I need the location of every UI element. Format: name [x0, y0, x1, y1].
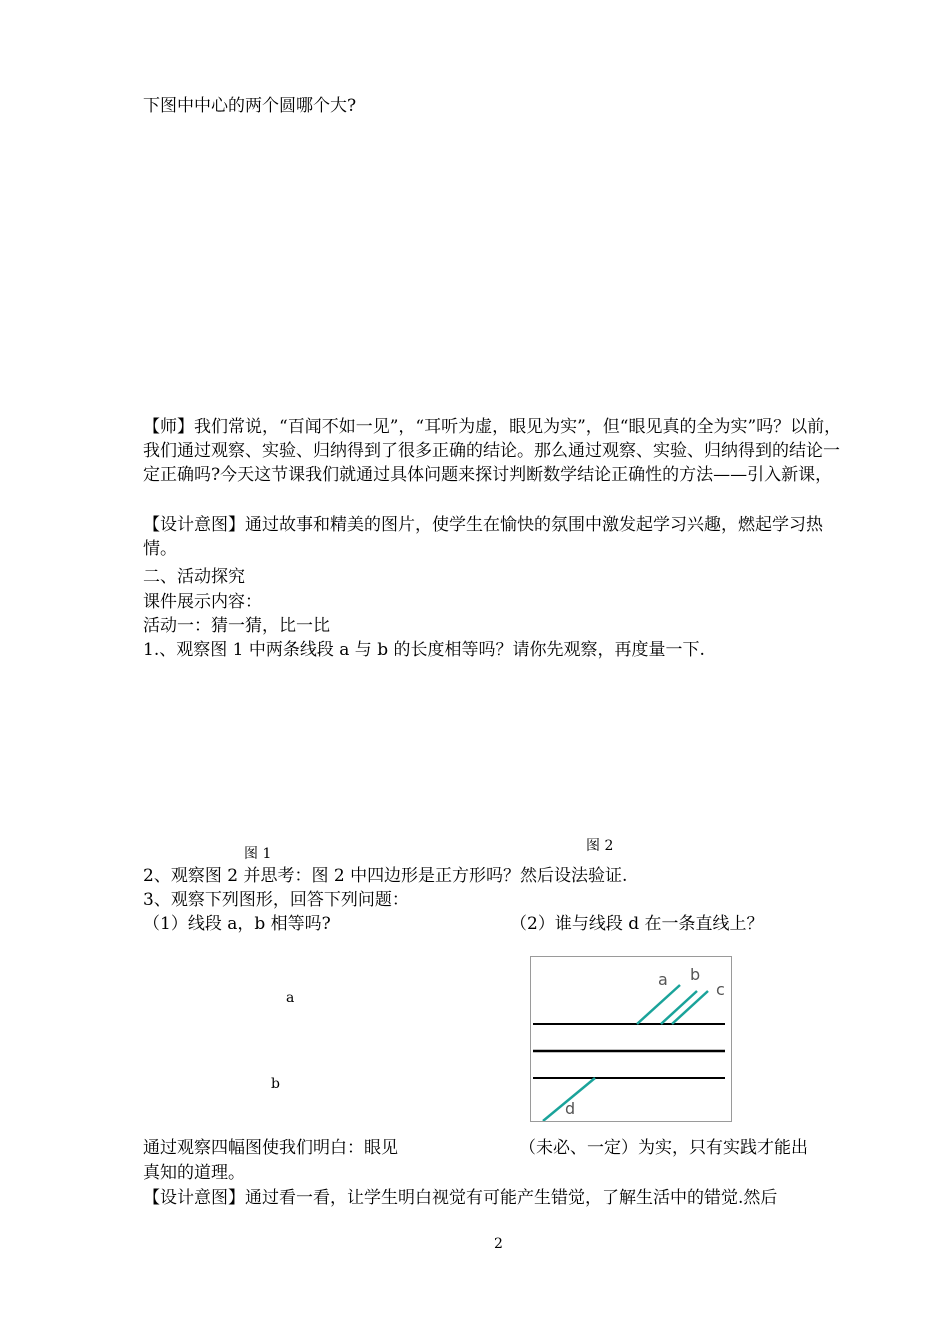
figure-label-a: a: [658, 970, 668, 989]
sub-question-2: （2）谁与线段 d 在一条直线上？: [510, 914, 764, 934]
sub-question-1: （1）线段 a，b 相等吗?: [143, 914, 331, 934]
figure-1-caption: 图 1: [244, 846, 272, 862]
conclusion-line-2: 真知的道理。: [143, 1163, 245, 1183]
item-3: 3、观察下列图形，回答下列问题：: [143, 890, 409, 910]
design-intent-1: 【设计意图】通过故事和精美的图片，使学生在愉快的氛围中激发起学习兴趣，燃起学习热情。: [143, 515, 823, 559]
conclusion-part-2: （未必、一定）为实，只有实践才能出: [519, 1138, 808, 1158]
figure-2-caption: 图 2: [586, 838, 614, 854]
courseware-label: 课件展示内容：: [143, 592, 262, 612]
conclusion-part-1: 通过观察四幅图使我们明白：眼见: [143, 1138, 398, 1158]
question-circles: 下图中中心的两个圆哪个大?: [143, 96, 357, 116]
page-number: 2: [494, 1236, 503, 1252]
segment-label-a: a: [286, 990, 295, 1006]
activity-one-heading: 活动一：猜一猜，比一比: [143, 616, 330, 636]
collinearity-figure: [530, 956, 732, 1122]
design-intent-2: 【设计意图】通过看一看，让学生明白视觉有可能产生错觉，了解生活中的错觉.然后: [143, 1188, 778, 1208]
figure-label-d: d: [565, 1099, 576, 1118]
item-1: 1.、观察图 1 中两条线段 a 与 b 的长度相等吗？请你先观察，再度量一下.: [143, 640, 705, 660]
line-a: [637, 985, 680, 1024]
figure-label-b: b: [690, 965, 701, 984]
item-2: 2、观察图 2 并思考：图 2 中四边形是正方形吗？然后设法验证.: [143, 866, 628, 886]
segment-label-b: b: [271, 1076, 280, 1092]
figure-label-c: c: [716, 980, 725, 999]
section-two-heading: 二、活动探究: [143, 567, 245, 587]
teacher-paragraph: 【师】我们常说，“百闻不如一见”，“耳听为虚，眼见为实”，但“眼见真的全为实”吗？以前，我们通过观察、实验、归纳得到了很多正确的结论。那么通过观察、实验、归纳得到的结论一定正确吗?今天这节课我们就通过具体问题来探讨判断数学结论正确性的方法——引入新课，: [143, 417, 842, 485]
collinearity-figure-svg: [531, 957, 731, 1121]
